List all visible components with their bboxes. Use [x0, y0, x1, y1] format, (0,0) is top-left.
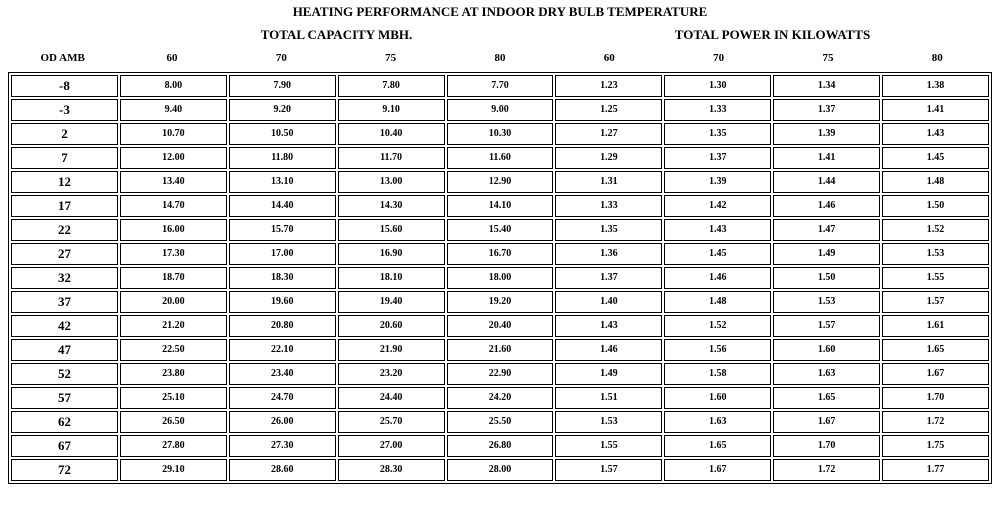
table-cell: 1.38 [882, 75, 989, 97]
table-cell: 27.30 [229, 435, 336, 457]
table-cell: 1.33 [664, 99, 771, 121]
table-cell: 1.35 [664, 123, 771, 145]
od-amb-cell: 2 [11, 123, 118, 145]
table-cell: 1.47 [773, 219, 880, 241]
table-row [11, 171, 989, 193]
table-cell: 18.70 [120, 267, 227, 289]
table-cell: 18.30 [229, 267, 336, 289]
table-body [11, 75, 989, 481]
table-cell: 1.55 [555, 435, 662, 457]
table-cell: 27.00 [338, 435, 445, 457]
table-cell: 1.52 [882, 219, 989, 241]
table-cell: 13.40 [120, 171, 227, 193]
table-row [11, 363, 989, 385]
table-cell: 26.00 [229, 411, 336, 433]
od-amb-cell: 57 [11, 387, 118, 409]
table-cell: 1.35 [555, 219, 662, 241]
table-cell: 25.10 [120, 387, 227, 409]
table-cell: 1.43 [882, 123, 989, 145]
table-cell: 16.70 [447, 243, 554, 265]
od-amb-cell: 32 [11, 267, 118, 289]
column-header-power-7: 75 [822, 52, 834, 64]
table-cell: 25.70 [338, 411, 445, 433]
table-cell: 1.37 [555, 267, 662, 289]
page-title: HEATING PERFORMANCE AT INDOOR DRY BULB TEMPERATURE [292, 4, 708, 19]
table-cell: 9.10 [338, 99, 445, 121]
table-cell: 27.80 [120, 435, 227, 457]
od-amb-cell: 27 [11, 243, 118, 265]
table-cell: 1.51 [555, 387, 662, 409]
table-cell: 16.90 [338, 243, 445, 265]
table-cell: 1.23 [555, 75, 662, 97]
table-cell: 1.60 [664, 387, 771, 409]
table-row [11, 195, 989, 217]
table-row [11, 339, 989, 361]
table-cell: 25.50 [447, 411, 554, 433]
od-amb-cell: -3 [11, 99, 118, 121]
od-amb-cell: 47 [11, 339, 118, 361]
table-cell: 1.77 [882, 459, 989, 481]
od-amb-cell: 52 [11, 363, 118, 385]
table-cell: 1.57 [555, 459, 662, 481]
table-cell: 1.65 [882, 339, 989, 361]
table-cell: 23.40 [229, 363, 336, 385]
table-cell: 19.40 [338, 291, 445, 313]
table-cell: 1.37 [773, 99, 880, 121]
table-row [11, 411, 989, 433]
table-cell: 1.63 [773, 363, 880, 385]
table-cell: 9.20 [229, 99, 336, 121]
table-cell: 23.20 [338, 363, 445, 385]
table-cell: 22.10 [229, 339, 336, 361]
table-cell: 22.50 [120, 339, 227, 361]
column-header-power-6: 70 [713, 52, 725, 64]
table-row [11, 459, 989, 481]
table-cell: 1.50 [882, 195, 989, 217]
column-header-power-5: 60 [603, 52, 615, 64]
table-cell: 15.60 [338, 219, 445, 241]
column-header-row [8, 51, 992, 65]
table-row [11, 219, 989, 241]
table-cell: 20.80 [229, 315, 336, 337]
table-cell: 1.39 [664, 171, 771, 193]
table-cell: 16.00 [120, 219, 227, 241]
od-amb-cell: 22 [11, 219, 118, 241]
table-cell: 7.90 [229, 75, 336, 97]
table-cell: 14.30 [338, 195, 445, 217]
table-cell: 1.46 [555, 339, 662, 361]
table-cell: 29.10 [120, 459, 227, 481]
table-cell: 11.60 [447, 147, 554, 169]
table-cell: 8.00 [120, 75, 227, 97]
table-cell: 1.55 [882, 267, 989, 289]
table-cell: 24.20 [447, 387, 554, 409]
table-cell: 10.50 [229, 123, 336, 145]
table-cell: 1.53 [773, 291, 880, 313]
table-cell: 11.70 [338, 147, 445, 169]
table-cell: 9.40 [120, 99, 227, 121]
table-cell: 28.60 [229, 459, 336, 481]
table-cell: 20.60 [338, 315, 445, 337]
table-cell: 1.65 [773, 387, 880, 409]
column-header-capacity-3: 75 [385, 52, 397, 64]
table-row [11, 387, 989, 409]
table-cell: 1.46 [664, 267, 771, 289]
table-cell: 1.65 [664, 435, 771, 457]
column-header-od-amb: OD AMB [40, 52, 85, 64]
od-amb-cell: 67 [11, 435, 118, 457]
table-cell: 22.90 [447, 363, 554, 385]
table-cell: 20.00 [120, 291, 227, 313]
column-header-capacity-2: 70 [275, 52, 287, 64]
column-header-capacity-4: 80 [494, 52, 506, 64]
table-cell: 15.70 [229, 219, 336, 241]
table-row [11, 75, 989, 97]
table-cell: 17.30 [120, 243, 227, 265]
table-cell: 14.10 [447, 195, 554, 217]
table-cell: 1.56 [664, 339, 771, 361]
od-amb-cell: 17 [11, 195, 118, 217]
table-cell: 1.33 [555, 195, 662, 217]
table-cell: 1.49 [555, 363, 662, 385]
table-cell: 1.40 [555, 291, 662, 313]
table-cell: 1.48 [882, 171, 989, 193]
table-cell: 15.40 [447, 219, 554, 241]
table-cell: 11.80 [229, 147, 336, 169]
table-cell: 1.42 [664, 195, 771, 217]
table-cell: 1.48 [664, 291, 771, 313]
table-row [11, 267, 989, 289]
table-cell: 13.10 [229, 171, 336, 193]
table-cell: 10.70 [120, 123, 227, 145]
table-cell: 20.40 [447, 315, 554, 337]
table-cell: 12.90 [447, 171, 554, 193]
table-cell: 18.10 [338, 267, 445, 289]
table-cell: 1.44 [773, 171, 880, 193]
table-cell: 1.49 [773, 243, 880, 265]
table-cell: 10.40 [338, 123, 445, 145]
table-cell: 14.70 [120, 195, 227, 217]
od-amb-cell: 37 [11, 291, 118, 313]
table-cell: 1.34 [773, 75, 880, 97]
table-cell: 9.00 [447, 99, 554, 121]
od-amb-cell: 12 [11, 171, 118, 193]
table-cell: 12.00 [120, 147, 227, 169]
table-cell: 14.40 [229, 195, 336, 217]
table-cell: 1.39 [773, 123, 880, 145]
table-cell: 26.50 [120, 411, 227, 433]
table-cell: 21.90 [338, 339, 445, 361]
table-cell: 1.43 [555, 315, 662, 337]
table-cell: 1.45 [882, 147, 989, 169]
table-cell: 1.67 [664, 459, 771, 481]
table-cell: 1.29 [555, 147, 662, 169]
table-row [11, 123, 989, 145]
table-cell: 1.72 [882, 411, 989, 433]
table-cell: 1.72 [773, 459, 880, 481]
table-cell: 19.20 [447, 291, 554, 313]
table-cell: 1.25 [555, 99, 662, 121]
table-cell: 1.67 [882, 363, 989, 385]
table-cell: 21.20 [120, 315, 227, 337]
table-cell: 1.52 [664, 315, 771, 337]
table-cell: 1.67 [773, 411, 880, 433]
table-cell: 1.70 [882, 387, 989, 409]
table-cell: 7.80 [338, 75, 445, 97]
table-cell: 1.41 [882, 99, 989, 121]
table-cell: 21.60 [447, 339, 554, 361]
table-cell: 1.58 [664, 363, 771, 385]
table-cell: 1.50 [773, 267, 880, 289]
table-cell: 1.36 [555, 243, 662, 265]
od-amb-cell: -8 [11, 75, 118, 97]
table-row [11, 435, 989, 457]
od-amb-cell: 62 [11, 411, 118, 433]
table-cell: 18.00 [447, 267, 554, 289]
table-cell: 1.41 [773, 147, 880, 169]
od-amb-cell: 72 [11, 459, 118, 481]
table-cell: 13.00 [338, 171, 445, 193]
table-cell: 17.00 [229, 243, 336, 265]
table-cell: 28.30 [338, 459, 445, 481]
table-cell: 19.60 [229, 291, 336, 313]
power-group-title: TOTAL POWER IN KILOWATTS [674, 27, 871, 42]
table-row [11, 291, 989, 313]
table-cell: 1.37 [664, 147, 771, 169]
table-cell: 10.30 [447, 123, 554, 145]
table-cell: 1.43 [664, 219, 771, 241]
table-cell: 1.61 [882, 315, 989, 337]
table-row [11, 315, 989, 337]
column-header-capacity-1: 60 [166, 52, 178, 64]
table-cell: 1.53 [555, 411, 662, 433]
table-cell: 1.30 [664, 75, 771, 97]
table-cell: 1.70 [773, 435, 880, 457]
table-cell: 24.70 [229, 387, 336, 409]
table-cell: 7.70 [447, 75, 554, 97]
table-cell: 26.80 [447, 435, 554, 457]
od-amb-cell: 42 [11, 315, 118, 337]
capacity-group-title: TOTAL CAPACITY MBH. [260, 27, 413, 42]
table-cell: 28.00 [447, 459, 554, 481]
table-cell: 1.60 [773, 339, 880, 361]
performance-table [8, 72, 992, 484]
table-row [11, 243, 989, 265]
od-amb-cell: 7 [11, 147, 118, 169]
table-cell: 23.80 [120, 363, 227, 385]
table-cell: 24.40 [338, 387, 445, 409]
table-cell: 1.53 [882, 243, 989, 265]
table-cell: 1.75 [882, 435, 989, 457]
table-cell: 1.57 [882, 291, 989, 313]
table-row [11, 99, 989, 121]
column-header-power-8: 80 [931, 52, 943, 64]
table-cell: 1.63 [664, 411, 771, 433]
table-cell: 1.45 [664, 243, 771, 265]
table-row [11, 147, 989, 169]
table-cell: 1.31 [555, 171, 662, 193]
table-cell: 1.46 [773, 195, 880, 217]
table-cell: 1.57 [773, 315, 880, 337]
table-cell: 1.27 [555, 123, 662, 145]
